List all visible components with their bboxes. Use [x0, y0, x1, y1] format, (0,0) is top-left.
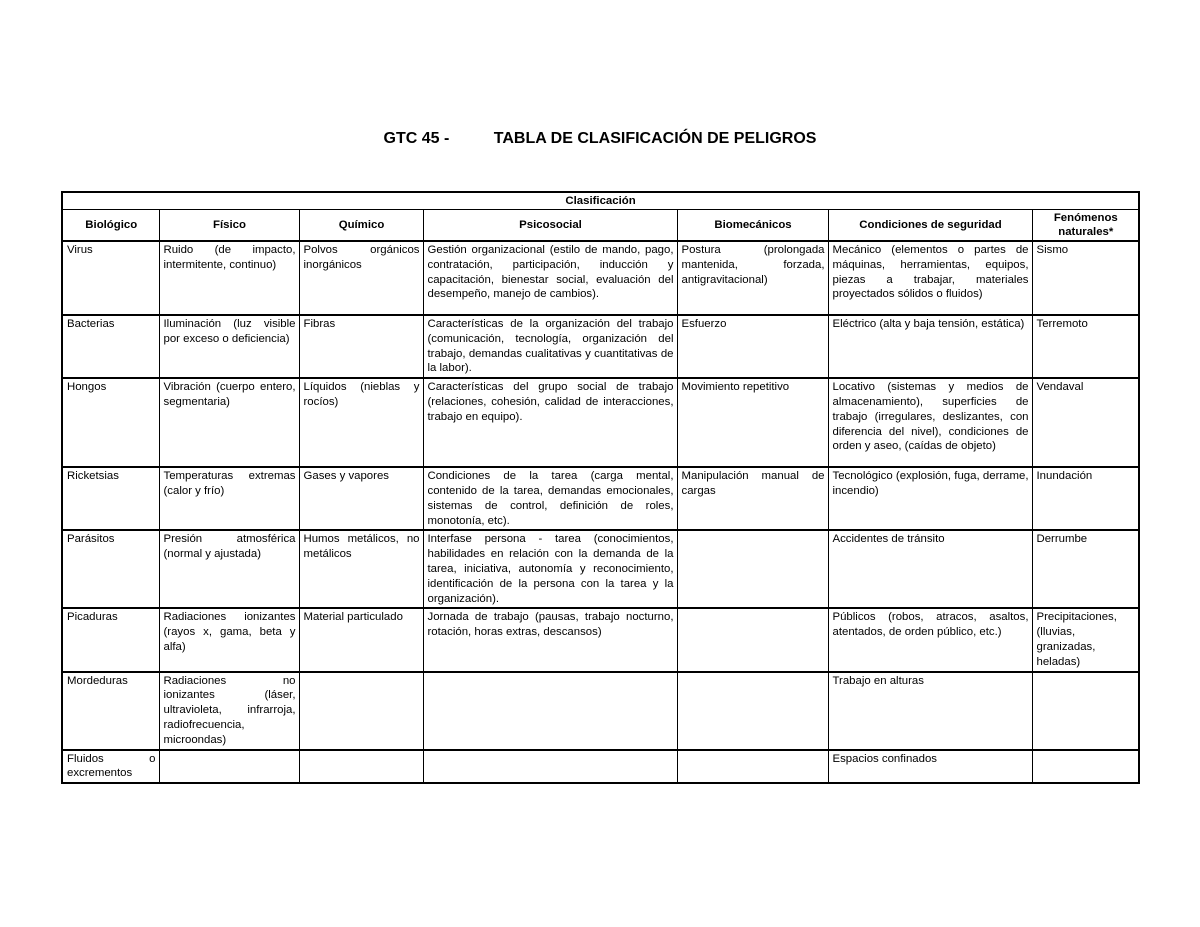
title-code: GTC 45 -	[383, 130, 450, 147]
table-cell	[677, 750, 828, 784]
column-header: Biológico	[62, 210, 159, 242]
table-cell: Ricketsias	[62, 467, 159, 530]
group-header: Clasificación	[62, 192, 1139, 210]
column-header-row	[62, 210, 1139, 242]
table-cell: Material particulado	[299, 608, 423, 671]
table-cell: Precipitaciones, (lluvias, granizadas, heladas)	[1032, 608, 1139, 671]
table-cell: Fibras	[299, 315, 423, 378]
column-header: Condiciones de seguridad	[828, 210, 1032, 242]
column-header: Biomecánicos	[677, 210, 828, 242]
column-header: Químico	[299, 210, 423, 242]
table-cell: Interfase persona - tarea (conocimientos, habilidades en relación con la demanda de la tarea, iniciativa, autonomía y reconocimiento, identificación de la persona con la tarea y la organización).	[423, 530, 677, 608]
table-cell: Gases y vapores	[299, 467, 423, 530]
table-cell: Polvos orgánicos inorgánicos	[299, 241, 423, 315]
table-cell: Fluidos o excrementos	[62, 750, 159, 784]
table-cell: Iluminación (luz visible por exceso o deficiencia)	[159, 315, 299, 378]
table-cell: Movimiento repetitivo	[677, 378, 828, 467]
column-header: Fenómenos naturales*	[1032, 210, 1139, 242]
table-cell: Accidentes de tránsito	[828, 530, 1032, 608]
table-cell	[1032, 750, 1139, 784]
table-cell: Características de la organización del trabajo (comunicación, tecnología, organización del trabajo, demandas cualitativas y cuantitativas de la labor).	[423, 315, 677, 378]
table-cell: Temperaturas extremas (calor y frío)	[159, 467, 299, 530]
table-cell	[677, 672, 828, 750]
column-header: Físico	[159, 210, 299, 242]
page-title	[0, 130, 1200, 148]
table-row	[62, 378, 1139, 467]
table-cell: Presión atmosférica (normal y ajustada)	[159, 530, 299, 608]
table-cell: Postura (prolongada mantenida, forzada, antigravitacional)	[677, 241, 828, 315]
table-cell: Eléctrico (alta y baja tensión, estática)	[828, 315, 1032, 378]
table-cell	[677, 608, 828, 671]
table-cell: Sismo	[1032, 241, 1139, 315]
table-cell: Derrumbe	[1032, 530, 1139, 608]
table-cell: Radiaciones ionizantes (rayos x, gama, beta y alfa)	[159, 608, 299, 671]
table-row	[62, 530, 1139, 608]
table-cell	[423, 672, 677, 750]
table-row	[62, 315, 1139, 378]
table-cell: Manipulación manual de cargas	[677, 467, 828, 530]
table-cell: Esfuerzo	[677, 315, 828, 378]
table-row	[62, 241, 1139, 315]
title-name: TABLA DE CLASIFICACIÓN DE PELIGROS	[493, 130, 817, 147]
table-cell: Mordeduras	[62, 672, 159, 750]
table-row	[62, 608, 1139, 671]
table-cell: Radiaciones no ionizantes (láser, ultravioleta, infrarroja, radiofrecuencia, microondas)	[159, 672, 299, 750]
table-cell: Ruido (de impacto, intermitente, continuo)	[159, 241, 299, 315]
table-cell: Líquidos (nieblas y rocíos)	[299, 378, 423, 467]
table-row	[62, 750, 1139, 784]
table-cell	[1032, 672, 1139, 750]
table-cell: Humos metálicos, no metálicos	[299, 530, 423, 608]
table-cell: Inundación	[1032, 467, 1139, 530]
table-cell: Virus	[62, 241, 159, 315]
table-cell: Públicos (robos, atracos, asaltos, atentados, de orden público, etc.)	[828, 608, 1032, 671]
table-cell: Vibración (cuerpo entero, segmentaria)	[159, 378, 299, 467]
table-cell: Mecánico (elementos o partes de máquinas, herramientas, equipos, piezas a trabajar, materiales proyectados sólidos o fluidos)	[828, 241, 1032, 315]
group-header-row	[62, 192, 1139, 210]
table-cell: Espacios confinados	[828, 750, 1032, 784]
table-cell: Trabajo en alturas	[828, 672, 1032, 750]
table-cell: Picaduras	[62, 608, 159, 671]
hazard-classification-table	[61, 191, 1140, 784]
table-cell: Características del grupo social de trabajo (relaciones, cohesión, calidad de interacciones, trabajo en equipo).	[423, 378, 677, 467]
table-cell: Jornada de trabajo (pausas, trabajo nocturno, rotación, horas extras, descansos)	[423, 608, 677, 671]
table-cell	[159, 750, 299, 784]
table-cell	[299, 672, 423, 750]
table-row	[62, 467, 1139, 530]
table-cell	[423, 750, 677, 784]
table-row	[62, 672, 1139, 750]
table-cell: Hongos	[62, 378, 159, 467]
table-cell: Locativo (sistemas y medios de almacenamiento), superficies de trabajo (irregulares, deslizantes, con diferencia del nivel), condiciones de orden y aseo, (caídas de objeto)	[828, 378, 1032, 467]
table-cell: Parásitos	[62, 530, 159, 608]
table-cell: Bacterias	[62, 315, 159, 378]
table-cell: Vendaval	[1032, 378, 1139, 467]
table-cell: Condiciones de la tarea (carga mental, contenido de la tarea, demandas emocionales, sistemas de control, definición de roles, monotonía, etc).	[423, 467, 677, 530]
table-cell: Gestión organizacional (estilo de mando, pago, contratación, participación, inducción y capacitación, bienestar social, evaluación del desempeño, manejo de cambios).	[423, 241, 677, 315]
table-cell	[299, 750, 423, 784]
table-cell	[677, 530, 828, 608]
column-header: Psicosocial	[423, 210, 677, 242]
table-cell: Tecnológico (explosión, fuga, derrame, incendio)	[828, 467, 1032, 530]
table-cell: Terremoto	[1032, 315, 1139, 378]
